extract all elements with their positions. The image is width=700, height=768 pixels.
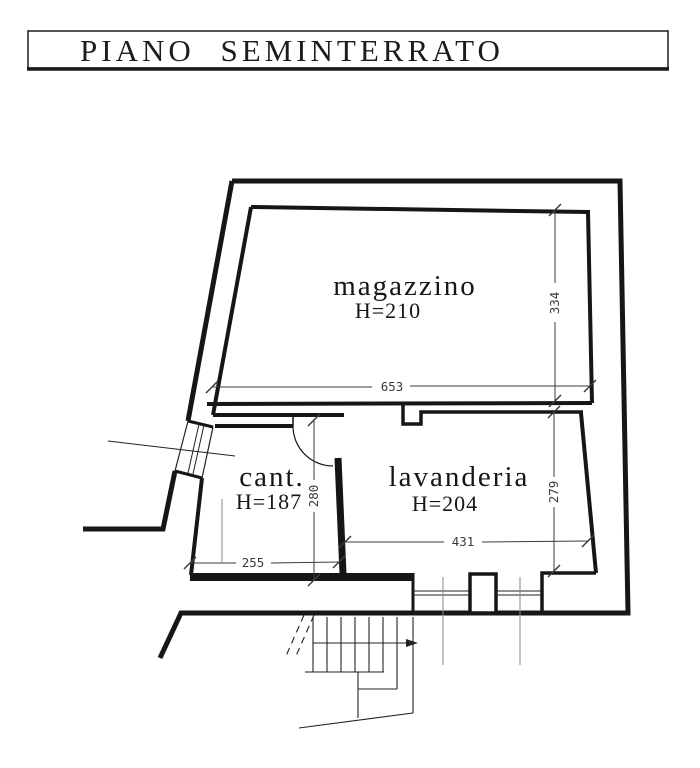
south-pillar [470,574,496,613]
dimension-lines [184,204,596,586]
window-outer-line [175,421,188,471]
room-height-lavanderia: H=204 [411,491,479,516]
outer-wall-west-lower-terrace [83,471,175,529]
window-sight-line [108,441,235,456]
stair-bottom-boundary [299,713,413,728]
room-label-lavanderia: lavanderia [388,461,530,493]
cant-west-window [108,421,235,478]
outer-wall-north-east-south [160,181,628,658]
cant-lavanderia-divider-wall [338,458,343,574]
dim-255-line-right [271,562,339,563]
stair-direction-arrow [406,639,418,647]
dim-magazzino-depth: 334 [547,291,562,315]
magazzino-interior-top-right [251,207,592,403]
dim-431-line-right [482,541,588,542]
outer-wall-west-upper [188,181,232,421]
window-head [188,421,213,427]
stairs [286,615,418,728]
stair-break-line-1 [286,615,304,656]
south-east-block [542,573,596,613]
room-label-magazzino: magazzino [333,270,477,302]
lavanderia-north-wall-notch [403,404,583,424]
outer-walls [83,181,628,658]
dim-cant-depth: 280 [306,484,321,508]
dim-lavanderia-depth: 279 [546,480,561,504]
dim-magazzino-width: 653 [380,379,404,394]
page-title: PIANO SEMINTERRATO [80,33,504,68]
dim-cant-width: 255 [241,555,265,570]
room-label-cant: cant. [239,461,305,493]
window-glass-line-1 [188,424,199,473]
magazzino-interior-bottom [207,403,592,404]
stair-break-line-2 [296,615,314,656]
magazzino-interior-left [213,207,251,415]
title-block [27,31,669,69]
window-glass-line-2 [193,425,204,474]
dim-lavanderia-width: 431 [451,534,475,549]
room-height-cant: H=187 [235,489,303,514]
dimension-labels [242,292,562,570]
cant-door-arc [293,426,333,466]
room-height-magazzino: H=210 [354,298,422,323]
lavanderia-east-interior [581,413,596,573]
